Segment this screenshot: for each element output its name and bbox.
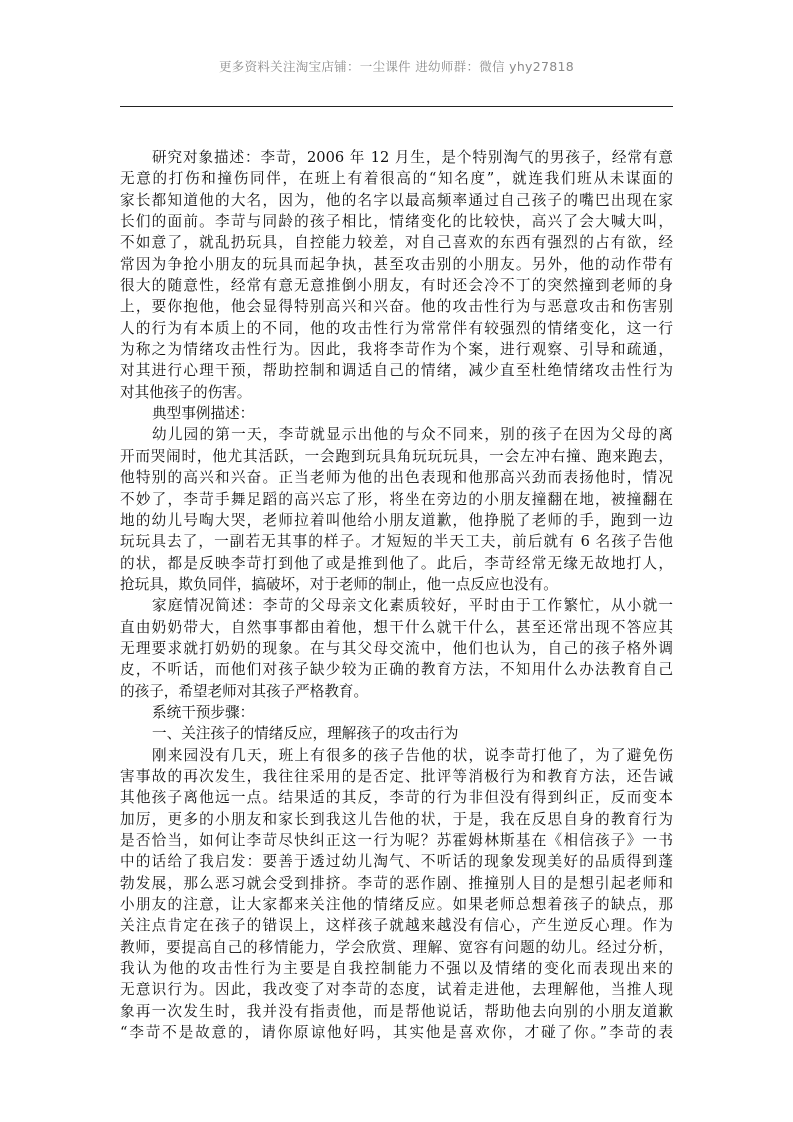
page-header-watermark: 更多资料关注淘宝店铺：一尘课件 进幼师群：微信 yhy27818 <box>218 59 575 74</box>
text-line: 一、关注孩子的情绪反应，理解孩子的攻击行为 <box>152 725 459 743</box>
text-line: 对其进行心理干预，帮助控制和调适自己的情绪，减少直至杜绝情绪攻击性行为 <box>120 362 673 380</box>
text-line: 刚来园没有几天，班上有很多的孩子告他的状，说李苛打他了，为了避免伤 <box>152 746 673 764</box>
text-line: 教师，要提高自己的移情能力，学会欣赏、理解、宽容有问题的幼儿。经过分析， <box>120 938 673 956</box>
text-line: 害事故的再次发生，我往往采用的是否定、批评等消极行为和教育方法，还告诫 <box>120 767 673 785</box>
text-line: 无理要求就打奶奶的现象。在与其父母交流中，他们也认为，自己的孩子格外调 <box>120 639 673 657</box>
text-line: 是否恰当，如何让李苛尽快纠正这一行为呢？苏霍姆林斯基在《相信孩子》一书 <box>120 832 673 849</box>
text-line: 小朋友的注意，让大家都来关注他的情绪反应。如果老师总想着孩子的缺点，那 <box>120 896 673 914</box>
text-line: 研究对象描述：李苛，2006 年 12 月生，是个特别淘气的男孩子，经常有意 <box>152 149 673 166</box>
text-line: 幼儿园的第一天，李苛就显示出他的与众不同来，别的孩子在因为父母的离 <box>152 426 673 444</box>
text-line: 对其他孩子的伤害。 <box>120 383 252 401</box>
text-line: 我认为他的攻击性行为主要是自我控制能力不强以及情绪的变化而表现出来的 <box>120 960 673 978</box>
text-line: 人的行为有本质上的不同，他的攻击性行为常常伴有较强烈的情绪变化，这一行 <box>120 319 673 337</box>
text-line: 地的幼儿号啕大哭，老师拉着叫他给小朋友道歉，他挣脱了老师的手，跑到一边 <box>120 511 673 529</box>
text-line: 不妙了，李苛手舞足蹈的高兴忘了形，将坐在旁边的小朋友撞翻在地，被撞翻在 <box>120 490 673 508</box>
text-line: 常因为争抢小朋友的玩具而起争执，甚至攻击别的小朋友。另外，他的动作带有 <box>120 255 673 273</box>
text-line: 家长都知道他的大名，因为，他的名字以最高频率通过自己孩子的嘴巴出现在家 <box>120 191 673 209</box>
text-line: 的状，都是反映李苛打到他了或是推到他了。此后，李苛经常无缘无故地打人， <box>120 554 673 572</box>
text-line: 长们的面前。李苛与同龄的孩子相比，情绪变化的比较快，高兴了会大喊大叫， <box>120 213 673 231</box>
text-line: 系统干预步骤： <box>152 703 255 721</box>
text-line: 不如意了，就乱扔玩具，自控能力较差，对自己喜欢的东西有强烈的占有欲，经 <box>120 234 673 252</box>
text-line: “李苛不是故意的，请你原谅他好吗，其实他是喜欢你，才碰了你。”李苛的表 <box>120 1024 673 1042</box>
header-divider <box>120 106 673 107</box>
text-line: 勃发展，那么恶习就会受到排挤。李苛的恶作剧、推撞别人目的是想引起老师和 <box>120 874 673 892</box>
text-line: 无意的打伤和撞伤同伴，在班上有着很高的“知名度”，就连我们班从未谋面的 <box>120 170 673 188</box>
text-line: 中的话给了我启发：要善于透过幼儿淘气、不听话的现象发现美好的品质得到蓬 <box>120 853 673 871</box>
text-line: 抢玩具，欺负同伴，搞破坏，对于老师的制止，他一点反应也没有。 <box>120 575 558 593</box>
text-line: 无意识行为。因此，我改变了对李苛的态度，试着走进他，去理解他，当推人现 <box>120 981 673 999</box>
text-line: 直由奶奶带大，自然事事都由着他，想干什么就干什么，甚至还常出现不答应其 <box>120 618 673 636</box>
text-line: 其他孩子离他远一点。结果适的其反，李苛的行为非但没有得到纠正，反而变本 <box>120 789 673 807</box>
text-line: 皮，不听话，而他们对孩子缺少较为正确的教育方法，不知用什么办法教育自己 <box>120 661 673 679</box>
text-line: 开而哭闹时，他尤其活跃，一会跑到玩具角玩玩玩具，一会左冲右撞、跑来跑去， <box>120 447 673 465</box>
text-line: 典型事例描述： <box>152 405 255 423</box>
text-line: 加厉，更多的小朋友和家长到我这儿告他的状，于是，我在反思自身的教育行为 <box>120 810 673 828</box>
text-line: 的孩子，希望老师对其孩子严格教育。 <box>120 682 369 700</box>
text-line: 家庭情况简述：李苛的父母亲文化素质较好，平时由于工作繁忙，从小就一 <box>152 597 673 615</box>
text-line: 关注点肯定在孩子的错误上，这样孩子就越来越没有信心，产生逆反心理。作为 <box>120 917 673 935</box>
text-line: 上，要你抱他，他会显得特别高兴和兴奋。他的攻击性行为与恶意攻击和伤害别 <box>120 298 673 316</box>
document-body <box>120 147 673 1043</box>
text-line: 玩玩具去了，一副若无其事的样子。才短短的半天工夫，前后就有 6 名孩子告他 <box>120 533 673 551</box>
text-line: 他特别的高兴和兴奋。正当老师为他的出色表现和他那高兴劲而表扬他时，情况 <box>120 469 673 487</box>
text-line: 象再一次发生时，我并没有指责他，而是帮他说话，帮助他去向别的小朋友道歉 <box>120 1002 673 1020</box>
text-line: 很大的随意性，经常有意无意推倒小朋友，有时还会冷不丁的突然撞到老师的身 <box>120 277 673 295</box>
text-line: 为称之为情绪攻击性行为。因此，我将李苛作为个案，进行观察、引导和疏通， <box>120 341 673 359</box>
